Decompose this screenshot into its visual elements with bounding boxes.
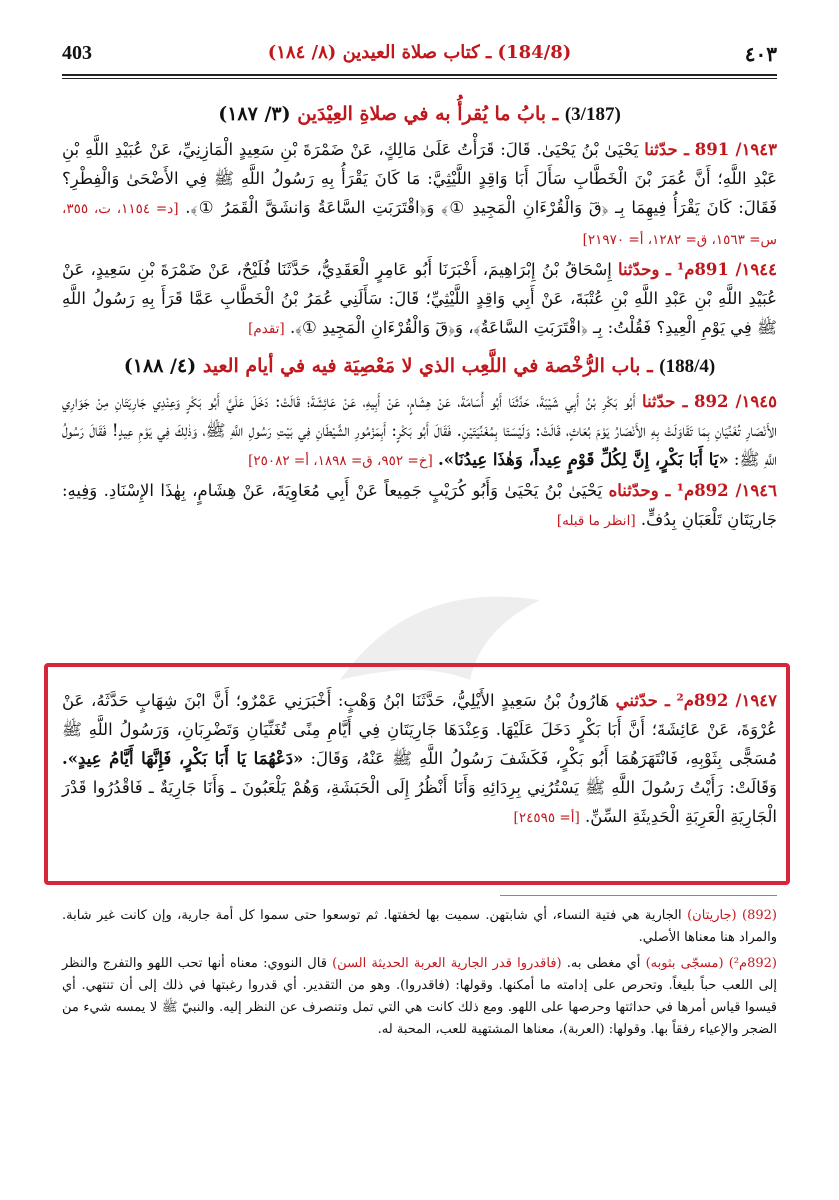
page-header: [62, 40, 777, 74]
main-content: [62, 92, 777, 530]
hadith-1947: ١٩٤٧/ 892م² ـ حدّثني هَارُونُ بْنُ سَعِيدٍ الأَيْلِيُّ، حَدَّثَنَا ابْنُ وَهْبٍ: أَخْبَرَنِي عَمْرٌو؛ أَنَّ ابْنَ شِهَابٍ حَدَّثَهُ، عَنْ عُرْوَةَ، عَنْ عَائِشَةَ؛ أَنَّ أَبَا بَكْرٍ دَخَلَ عَلَيْهَا. وَعِنْدَهَا جَارِيَتَانِ فِي أَيَّامِ مِنًى تُغَنِّيَانِ وَتَضْرِبَانِ، وَرَسُولُ اللَّهِ ﷺ مُسَجًّى بِثَوْبِهِ، فَانْتَهَرَهُمَا أَبُو بَكْرٍ، فَكَشَفَ رَسُولُ اللَّهِ ﷺ عَنْهُ، وَقَالَ: «دَعْهُمَا يَا أَبَا بَكْرٍ، فَإِنَّهَا أَيَّامُ عِيدٍ». وَقَالَتْ: رَأَيْتُ رَسُولَ اللَّهِ ﷺ يَسْتُرُنِي بِرِدَائِهِ وَأَنَا أَنْظُرُ إِلَى الْحَبَشَةِ، وَهُمْ يَلْعَبُونَ ـ وَأَنَا جَارِيَةٌ ـ فَاقْدُرُوا قَدْرَ الْجَارِيَةِ الْعَرِبَةِ الْحَدِيثَةِ السِّنِّ. [أ= ٢٤٥٩٥]: [62, 691, 777, 826]
header-rule: [62, 74, 777, 76]
hadith-1946: ١٩٤٦/ 892م¹ ـ وحدّثناه يَحْيَىٰ بْنُ يَحْيَىٰ وَأَبُو كُرَيْبٍ جَمِيعاً عَنْ أَبِي مُعَاوِيَةَ، عَنْ هِشَامٍ، بِهٰذَا الإِسْنَادِ. وَفِيهِ: جَارِيَتَانِ تَلْعَبَانِ بِدُفٍّ. [انظر ما قبله]: [62, 481, 777, 529]
footnote-892: (892) (جاريتان) الجارية هي فتية النساء، أي شابتهن. سميت بها لخفتها. ثم توسعوا حتى سموا كل أمة جارية، وإن كانت غير شابة. والمراد هنا معناها الأصلي.: [62, 908, 777, 945]
footnote-rule: [500, 895, 777, 896]
section-heading-188: (188/4) ـ باب الرُّخْصة في اللَّعِب الذي لا مَعْصِيَة فيه في أيام العيد (٤/ ١٨٨): [123, 355, 716, 377]
footnote-892m2: (892م²) (مسجّى بثوبه) أي مغطى به. (فاقدروا قدر الجارية العربة الحديثة السن) قال النووي: معناه أنها تحب اللهو والتفرج والنظر إلى اللعب حباً بليغاً. وتحرص على إدامته ما أمكنها. وقولها: (فاقدروا). وهو من التقدير. أي قدروا رغبتها في ذلك إلى أن تنتهي. أي قيسوا قياس أمرها في حداثتها وحرصها على اللهو. ومع ذلك كانت هي التي تمل وتنصرف عن النظر إليه. والنبيّ ﷺ لا يمسه شيء من الضجر والإعياء رفقاً بها. وقولها: (العربة)، معناها المشتهية للعب، المحبة له.: [62, 956, 777, 1037]
hadith-1944: ١٩٤٤/ 891م¹ ـ وحدّثنا إِسْحَاقُ بْنُ إِبْرَاهِيمَ، أَخْبَرَنَا أَبُو عَامِرٍ الْعَقَدِيُّ، حَدَّثَنَا فُلَيْحٌ، عَنْ ضَمْرَةَ بْنِ سَعِيدٍ، عَنْ عُبَيْدِ اللَّهِ بْنِ عَبْدِ اللَّهِ بْنِ عُتْبَةَ، عَنْ أَبِي وَاقِدٍ اللَّيْثِيِّ؛ قَالَ: سَأَلَنِي عُمَرُ بْنُ الْخَطَّابِ عَمَّا قَرَأَ بِهِ رَسُولُ اللَّهِ ﷺ فِي يَوْمِ الْعِيدِ؟ فَقُلْتُ: بِـ ﴿اقْتَرَبَتِ السَّاعَةُ﴾، وَ﴿قٓ وَالْقُرْءَانِ الْمَجِيدِ ①﴾. [تقدم]: [62, 260, 777, 337]
hadith-1947-box: [62, 686, 777, 833]
header-rule-thin: [62, 78, 777, 79]
page-number-latin: 403: [62, 42, 92, 64]
hadith-1943: ١٩٤٣/ 891 ـ حدّثنا يَحْيَىٰ بْنُ يَحْيَىٰ. قَالَ: قَرَأْتُ عَلَىٰ مَالِكٍ، عَنْ ضَمْرَةَ بْنِ سَعِيدٍ الْمَازِنِيِّ، عَنْ عُبَيْدِ اللَّهِ بْنِ عَبْدِ اللَّهِ؛ أَنَّ عُمَرَ بْنَ الْخَطَّابِ سَأَلَ أَبَا وَاقِدٍ اللَّيْثِيَّ: مَا كَانَ يَقْرَأُ بِهِ رَسُولُ اللَّهِ ﷺ فِي الأَضْحَىٰ وَالْفِطْرِ؟ فَقَالَ: كَانَ يَقْرَأُ فِيهِمَا بِـ ﴿قٓ وَالْقُرْءَانِ الْمَجِيدِ ①﴾ وَ﴿اقْتَرَبَتِ السَّاعَةُ وَانشَقَّ الْقَمَرُ ①﴾. [د= ١١٥٤، ت، ٣٥٥، س= ١٥٦٣، ق= ١٢٨٢، أ= ٢١٩٧٠]: [62, 140, 778, 248]
hadith-1945: ١٩٤٥/ 892 ـ حدّثنا أَبُو بَكْرِ بْنُ أَبِي شَيْبَةَ، حَدَّثَنَا أَبُو أُسَامَةَ، عَنْ هِشَامٍ، عَنْ أَبِيهِ، عَنْ عَائِشَةَ؛ قَالَتْ: دَخَلَ عَلَيَّ أَبُو بَكْرٍ وَعِنْدِي جَارِيَتَانِ مِنْ جَوَارِي الأَنْصَارِ تُغَنِّيَانِ بِمَا تَقَاوَلَتْ بِهِ الأَنْصَارُ يَوْمَ بُعَاثٍ، قَالَتْ: وَلَيْسَتَا بِمُغَنِّيَتَيْنِ. فَقَالَ أَبُو بَكْرٍ: أَبِمَزْمُورِ الشَّيْطَانِ فِي بَيْتِ رَسُولِ اللَّهِ ﷺ، وَذٰلِكَ فِي يَوْمِ عِيدٍ! فَقَالَ رَسُولُ اللَّهِ ﷺ: «يَا أَبَا بَكْرٍ، إِنَّ لِكُلِّ قَوْمٍ عِيداً، وَهٰذَا عِيدُنَا». [خ= ٩٥٢، ق= ١٨٩٨، أ= ٢٥٠٨٢]: [62, 392, 777, 469]
page-number-arabic: ٤٠٣: [744, 42, 777, 66]
running-title: (184/8) ـ كتاب صلاة العيدين (٨/ ١٨٤): [267, 42, 572, 63]
section-heading-187: (3/187) ـ بابُ ما يُقرأُ به في صلاةِ العِيْدَين (٣/ ١٨٧): [218, 103, 621, 125]
footnotes: [62, 905, 777, 1045]
